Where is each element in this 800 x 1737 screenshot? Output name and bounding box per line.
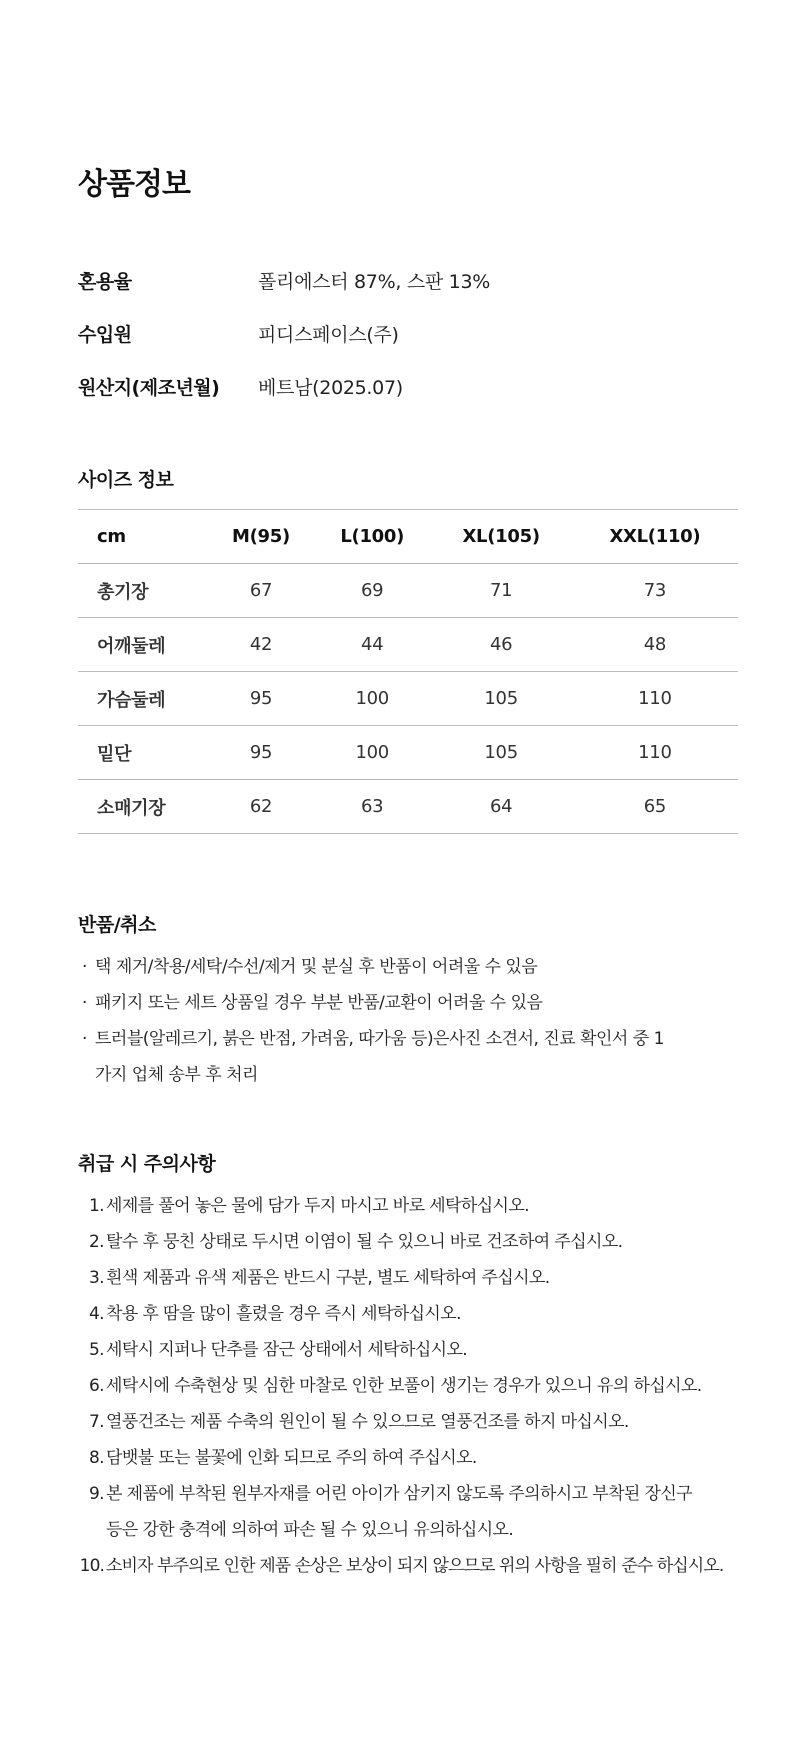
list-number: 4.	[88, 1304, 104, 1324]
list-item	[78, 1260, 748, 1296]
table-cell: 64	[489, 796, 513, 817]
info-row-origin	[78, 371, 738, 401]
table-cell: 48	[643, 634, 667, 655]
list-number: 9.	[88, 1484, 104, 1504]
table-cell: 67	[249, 580, 273, 601]
table-cell: 46	[489, 634, 513, 655]
list-item-text: 세탁시 지퍼나 단추를 잠근 상태에서 세탁하십시오.	[106, 1340, 468, 1360]
row-label: 밑단	[97, 743, 132, 765]
table-header-cell: M(95)	[232, 526, 290, 547]
table-cell: 95	[249, 742, 273, 763]
returns-list	[78, 949, 738, 1093]
care-list	[78, 1188, 748, 1584]
info-row-importer	[78, 318, 738, 348]
list-item	[78, 1404, 748, 1440]
row-label: 소매기장	[97, 797, 166, 819]
table-header-cell: cm	[97, 526, 126, 547]
bullet-icon: ·	[82, 1029, 87, 1049]
list-item-text: 택 제거/착용/세탁/수선/제거 및 분실 후 반품이 어려울 수 있음	[95, 957, 538, 977]
row-label: 어깨둘레	[97, 635, 166, 657]
table-cell: 73	[643, 580, 667, 601]
list-item-text: 패키지 또는 세트 상품일 경우 부분 반품/교환이 어려울 수 있음	[95, 993, 543, 1013]
product-detail-page	[78, 0, 738, 1737]
table-cell: 110	[638, 742, 672, 763]
list-number: 3.	[88, 1268, 104, 1288]
row-label: 가슴둘레	[97, 689, 166, 711]
table-cell: 62	[249, 796, 273, 817]
table-row	[78, 672, 738, 726]
info-value: 폴리에스터 87%, 스판 13%	[258, 270, 490, 293]
list-item	[78, 1224, 748, 1260]
list-item-text: 세탁시에 수축현상 및 심한 마찰로 인한 보풀이 생기는 경우가 있으니 유의 하십시오.	[106, 1376, 702, 1396]
info-label: 수입원	[78, 323, 132, 346]
list-item-text: 열풍건조는 제품 수축의 원인이 될 수 있으므로 열풍건조를 하지 마십시오.	[106, 1412, 629, 1432]
returns-heading: 반품/취소	[78, 914, 156, 936]
list-number: 8.	[88, 1448, 104, 1468]
list-item	[78, 1332, 748, 1368]
table-cell: 95	[249, 688, 273, 709]
care-heading: 취급 시 주의사항	[78, 1153, 216, 1175]
list-item-text: 세제를 풀어 놓은 물에 담가 두지 마시고 바로 세탁하십시오.	[106, 1196, 529, 1216]
table-cell: 69	[361, 580, 384, 601]
list-number: 1.	[88, 1196, 104, 1216]
list-item-text: 흰색 제품과 유색 제품은 반드시 구분, 별도 세탁하여 주십시오.	[106, 1268, 550, 1288]
table-row	[78, 726, 738, 780]
info-row-material	[78, 265, 738, 295]
table-cell: 65	[643, 796, 667, 817]
table-header-row	[78, 510, 738, 564]
table-header-cell: XXL(110)	[609, 526, 701, 547]
info-label: 원산지(제조년월)	[78, 376, 220, 399]
table-row	[78, 564, 738, 618]
bullet-icon: ·	[82, 993, 87, 1013]
list-item	[78, 949, 738, 985]
table-cell: 100	[355, 688, 389, 709]
list-item	[78, 1188, 748, 1224]
list-item-text: 트러블(알레르기, 붉은 반점, 가려움, 따가움 등)은사진 소견서, 진료 확인서 중 1가지 업체 송부 후 처리	[95, 1029, 664, 1085]
table-header-cell: XL(105)	[462, 526, 540, 547]
table-cell: 110	[638, 688, 672, 709]
table-header-cell: L(100)	[340, 526, 405, 547]
list-item-text: 담뱃불 또는 불꽃에 인화 되므로 주의 하여 주십시오.	[106, 1448, 477, 1468]
table-row	[78, 618, 738, 672]
list-item	[78, 985, 738, 1021]
info-value: 피디스페이스(주)	[258, 323, 399, 346]
list-item-text: 본 제품에 부착된 원부자재를 어린 아이가 삼키지 않도록 주의하시고 부착된 장신구 등은 강한 충격에 의하여 파손 될 수 있으니 유의하십시오.	[106, 1484, 692, 1540]
list-item	[78, 1440, 748, 1476]
table-cell: 71	[489, 580, 513, 601]
list-number: 6.	[88, 1376, 104, 1396]
list-item	[78, 1548, 748, 1584]
list-item	[78, 1476, 748, 1548]
list-number: 2.	[88, 1232, 104, 1252]
row-label: 총기장	[97, 581, 149, 603]
table-cell: 44	[361, 634, 384, 655]
list-item-text: 소비자 부주의로 인한 제품 손상은 보상이 되지 않으므로 위의 사항을 필히 준수 하십시오.	[106, 1556, 724, 1576]
list-number: 10.	[79, 1556, 104, 1576]
table-cell: 105	[484, 688, 518, 709]
bullet-icon: ·	[82, 957, 87, 977]
size-table	[78, 509, 738, 834]
list-item	[78, 1296, 748, 1332]
table-cell: 42	[249, 634, 273, 655]
table-row	[78, 780, 738, 834]
list-item-text: 탈수 후 뭉친 상태로 두시면 이염이 될 수 있으니 바로 건조하여 주십시오.	[106, 1232, 623, 1252]
list-number: 7.	[88, 1412, 104, 1432]
info-label: 혼용율	[78, 270, 132, 293]
list-number: 5.	[88, 1340, 104, 1360]
table-cell: 105	[484, 742, 518, 763]
list-item	[78, 1021, 738, 1093]
size-info-heading: 사이즈 정보	[78, 469, 174, 491]
list-item	[78, 1368, 748, 1404]
list-item-text: 착용 후 땀을 많이 흘렸을 경우 즉시 세탁하십시오.	[106, 1304, 461, 1324]
table-cell: 63	[361, 796, 384, 817]
table-cell: 100	[355, 742, 389, 763]
info-value: 베트남(2025.07)	[258, 376, 403, 399]
page-title: 상품정보	[78, 167, 190, 202]
